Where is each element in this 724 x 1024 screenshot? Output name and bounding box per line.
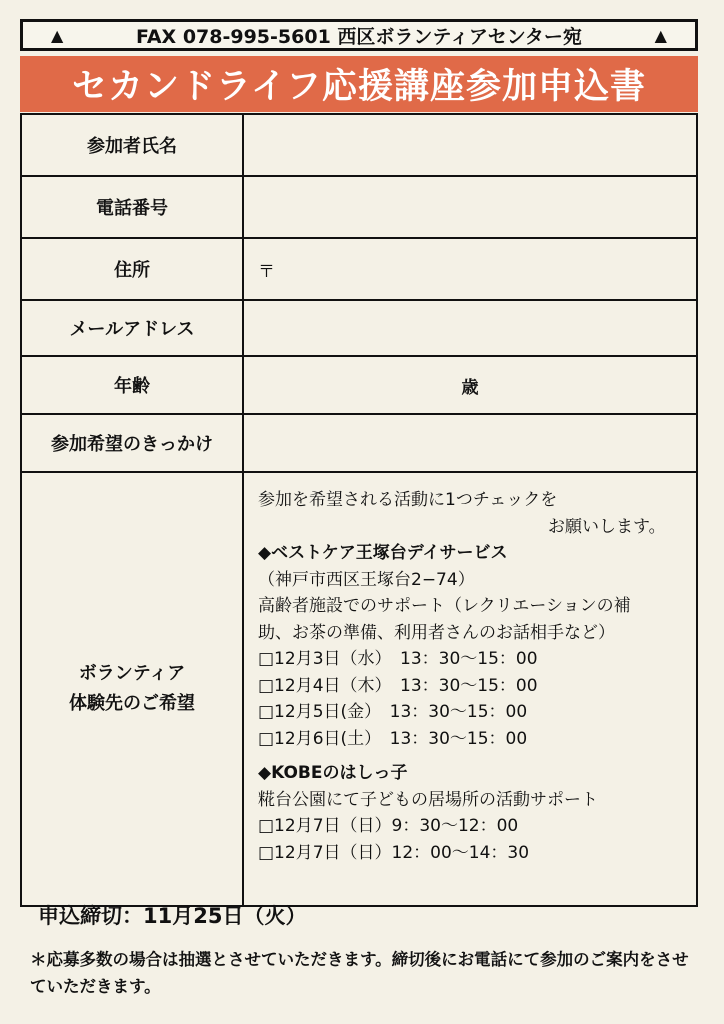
- name-label: 参加者氏名: [21, 114, 243, 176]
- activity1-date-checkbox[interactable]: □12月3日（水） 13：30〜15：00: [258, 649, 538, 669]
- fax-line: FAX 078-995-5601 西区ボランティアセンター宛: [136, 25, 582, 48]
- application-form: [20, 113, 698, 907]
- age-label: 年齢: [21, 356, 243, 414]
- email-field[interactable]: [243, 300, 697, 356]
- postal-mark: 〒: [258, 261, 275, 282]
- activity1-date-checkbox[interactable]: □12月4日（木） 13：30〜15：00: [258, 675, 538, 696]
- volunteer-choices: [243, 472, 697, 906]
- volunteer-label-line2: 体験先のご希望: [69, 693, 195, 714]
- email-label: メールアドレス: [21, 300, 243, 356]
- age-field[interactable]: [243, 356, 697, 414]
- name-field[interactable]: [243, 114, 697, 176]
- fax-header: [20, 19, 698, 51]
- address-label: 住所: [21, 238, 243, 300]
- volunteer-label-line1: ボランティア: [78, 663, 186, 684]
- phone-label: 電話番号: [21, 176, 243, 238]
- activity2-desc: 糀台公園にて子どもの居場所の活動サポート: [258, 789, 598, 810]
- activity1-date-checkbox[interactable]: □12月6日(土） 13：30〜15：00: [258, 728, 528, 749]
- activity1-desc2: 助、お茶の準備、利用者さんのお話相手など）: [258, 622, 615, 643]
- triangle-left-icon: ▲: [51, 25, 64, 45]
- motive-field[interactable]: [243, 414, 697, 472]
- address-field[interactable]: [243, 238, 697, 300]
- activity1-address: （神戸市西区王塚台2−74）: [258, 569, 475, 590]
- deadline: 申込締切：11月25日（火）: [38, 904, 307, 928]
- form-title: セカンドライフ応援講座参加申込書: [20, 56, 698, 112]
- age-unit: 歳: [461, 377, 479, 398]
- activity2-date-checkbox[interactable]: □12月7日（日）12：00〜14：30: [258, 842, 530, 863]
- phone-field[interactable]: [243, 176, 697, 238]
- activity1-desc1: 高齢者施設でのサポート（レクリエーションの補: [258, 596, 631, 616]
- volunteer-label: [21, 472, 243, 906]
- activity1-title: ◆ベストケア王塚台デイサービス: [258, 543, 508, 563]
- activity2-title: ◆KOBEのはしっ子: [258, 763, 408, 783]
- instruction-line2: お願いします。: [548, 516, 666, 537]
- instruction-line1: 参加を希望される活動に1つチェックを: [258, 490, 558, 510]
- triangle-right-icon: ▲: [654, 25, 667, 45]
- motive-label: 参加希望のきっかけ: [21, 414, 243, 472]
- lottery-note: ＊応募多数の場合は抽選とさせていただきます。締切後にお電話にて参加のご案内をさせていただきます。: [30, 950, 689, 996]
- activity1-date-checkbox[interactable]: □12月5日(金） 13：30〜15：00: [258, 702, 528, 722]
- activity2-date-checkbox[interactable]: □12月7日（日）9：30〜12：00: [258, 816, 519, 836]
